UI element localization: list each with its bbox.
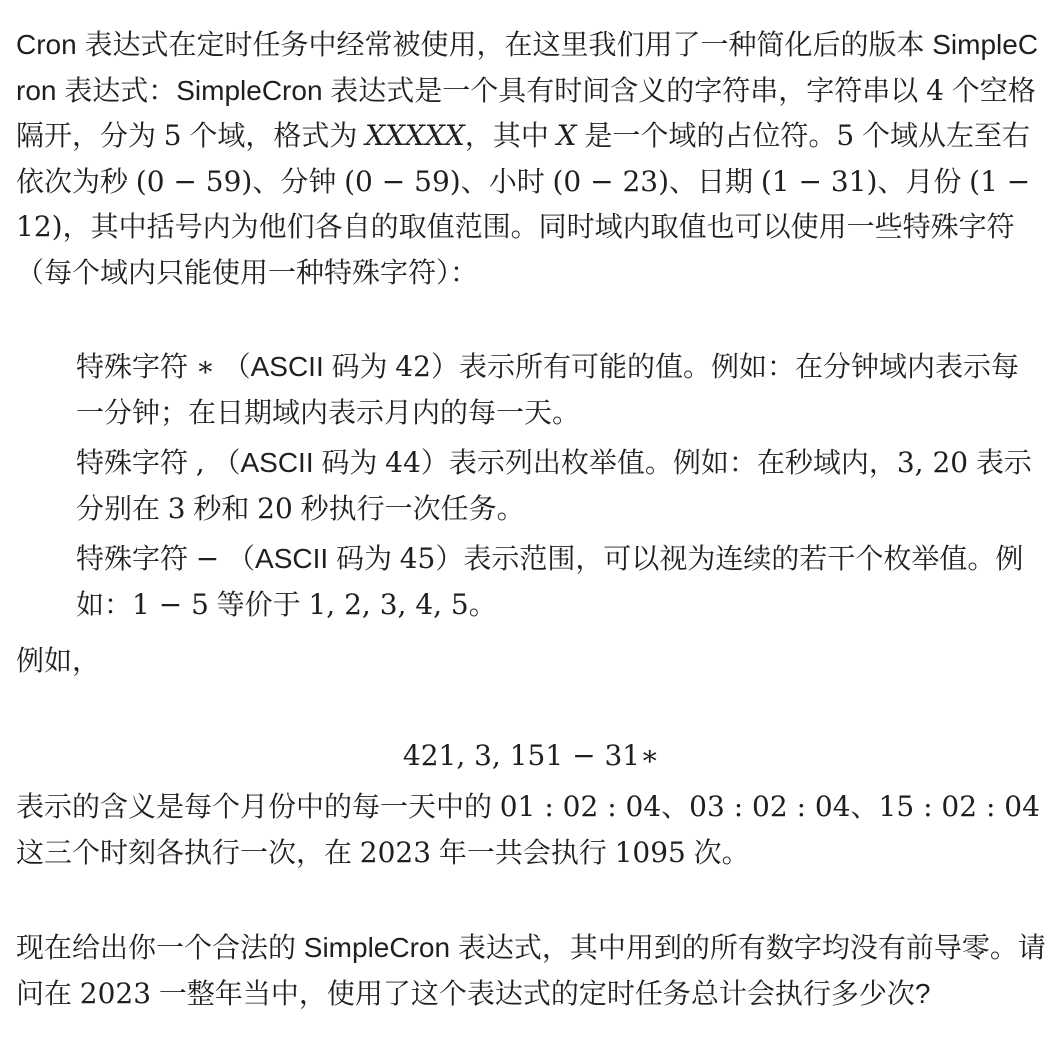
list-text: 秒执行一次任务。	[292, 492, 525, 524]
list-text: 特殊字符	[76, 351, 196, 382]
intro-text-1: Cron 表达式在定时任务中经常被使用，在这里我们用了一种简化后的版本 SimpleCron 表达式：SimpleCron 表达式是一个具有时间含义的字符串，字符串以	[16, 29, 1039, 106]
math-example: 3, 20	[896, 446, 969, 479]
intro-text-8: 、小时	[460, 165, 553, 197]
list-text: 特殊字符	[76, 543, 196, 574]
math-range-days: (1 − 31)	[760, 164, 878, 198]
math-year: 2023	[79, 976, 152, 1010]
math-dash: −	[195, 542, 220, 575]
explanation-text: 次。	[685, 836, 750, 868]
intro-text-10: 、月份	[877, 165, 970, 197]
math-count: 1095	[614, 835, 686, 869]
example-label: 例如，	[16, 645, 101, 676]
math-placeholder: X	[556, 119, 577, 152]
math-asterisk: ∗	[195, 350, 215, 383]
list-text: 等价于	[208, 588, 309, 620]
intro-text-11: ，其中括号内为他们各自的取值范围。同时域内取值也可以使用一些特殊字符（每个域内只能使用一种特殊字符）：	[16, 211, 1015, 288]
math-time: 03 : 02 : 04	[689, 790, 851, 823]
question-text: 现在给出你一个合法的 SimpleCron 表达式，其中用到的所有数字均没有前导零。请问在	[16, 932, 1046, 1009]
math-space-count: 4	[926, 73, 944, 107]
intro-text-9: 、日期	[669, 165, 761, 197]
question-text: 一整年当中，使用了这个表达式的定时任务总计会执行多少次?	[151, 977, 931, 1009]
math-example: 1, 2, 3, 4, 5	[308, 587, 469, 621]
math-number: 20	[257, 491, 293, 525]
math-comma: ,	[195, 446, 205, 479]
math-ascii-code: 44	[385, 446, 421, 479]
explanation-text: 、	[661, 791, 690, 822]
math-range-hours: (0 − 23)	[552, 164, 670, 198]
math-ascii-code: 45	[399, 542, 436, 575]
example-formula: 421, 3, 151 − 31∗	[402, 739, 660, 772]
intro-text-5: 是一个域的占位符。	[576, 120, 837, 151]
question-paragraph	[16, 925, 1046, 1016]
math-time: 01 : 02 : 04	[499, 790, 662, 823]
list-text: 。	[468, 588, 497, 620]
math-field-count-2: 5	[836, 119, 855, 152]
math-format: XXXXX	[365, 119, 465, 152]
explanation-text: 这三个时刻各执行一次，在	[16, 836, 360, 868]
list-text: ）表示范围，可以视为连续的若干个枚举值。例如：	[76, 543, 1024, 620]
list-text: （ASCII 码为	[204, 447, 386, 478]
math-range-seconds: (0 − 59)	[135, 164, 253, 198]
math-range-months: (1 − 12)	[16, 164, 1031, 243]
list-text: （ASCII 码为	[219, 543, 400, 574]
math-year: 2023	[359, 835, 432, 869]
list-text: 特殊字符	[76, 447, 196, 478]
math-example: 1 − 5	[132, 587, 209, 621]
explanation-paragraph	[16, 784, 1046, 875]
list-text: 表示分别在	[76, 447, 1032, 524]
intro-text-6: 个域从左至右依次为秒	[16, 120, 1030, 197]
explanation-text: 年一共会执行	[431, 836, 615, 868]
list-text: （ASCII 码为	[214, 351, 396, 382]
list-text: ）表示列出枚举值。例如：在秒域内，	[420, 447, 897, 478]
intro-text-7: 、分钟	[252, 165, 345, 197]
intro-text-4: ，其中	[464, 120, 557, 151]
math-ascii-code: 42	[395, 350, 431, 383]
list-text: 秒和	[185, 492, 258, 524]
list-item-asterisk	[76, 344, 1036, 435]
math-time: 15 : 02 : 04	[878, 790, 1040, 823]
math-range-minutes: (0 − 59)	[344, 164, 461, 198]
list-text: ）表示所有可能的值。例如：在分钟域内表示每一分钟；在日期域内表示月内的每一天。	[76, 351, 1019, 428]
list-item-comma	[76, 440, 1036, 531]
math-number: 3	[167, 491, 186, 525]
intro-paragraph	[16, 22, 1046, 295]
list-item-dash	[76, 536, 1036, 627]
explanation-text: 、	[850, 791, 879, 822]
intro-text-2: 个空格隔开，分为	[16, 74, 1036, 151]
intro-text-3: 个域，格式为	[181, 120, 366, 151]
explanation-text: 表示的含义是每个月份中的每一天中的	[16, 791, 500, 822]
special-char-list	[76, 344, 1036, 632]
math-field-count: 5	[163, 119, 182, 152]
